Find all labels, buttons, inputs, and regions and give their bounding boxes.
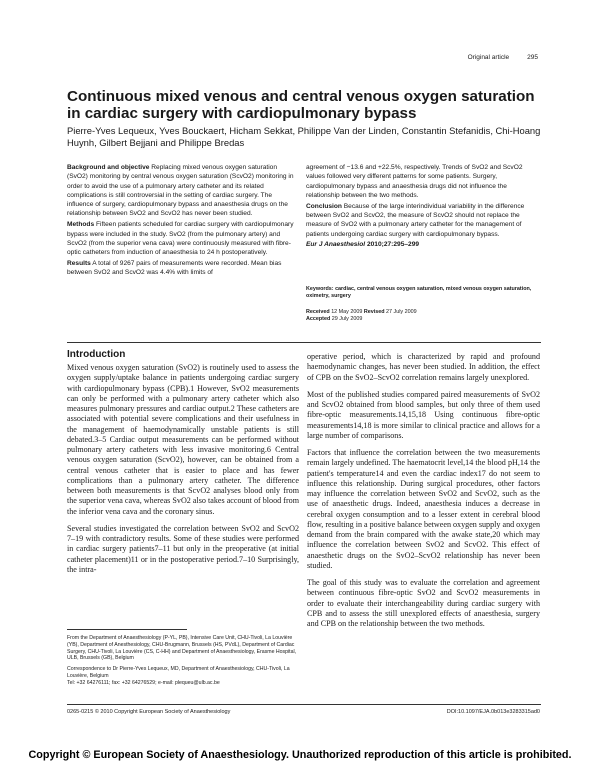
article-title: Continuous mixed venous and central venous oxygen saturation in cardiac surgery with cardiopulmonary bypass [67, 88, 535, 122]
background-label: Background and objective [67, 164, 150, 171]
abstract-left [67, 163, 297, 279]
correspondence-text: Correspondence to Dr Pierre-Yves Lequeux, MD, Department of Anaesthesiology, CHU-Tivoli, La Louvière, Belgium [67, 666, 290, 679]
accepted-label: Accepted [306, 316, 331, 323]
citation-journal: Eur J Anaesthesiol [306, 241, 366, 249]
methods-label: Methods [67, 221, 95, 229]
keywords-label: Keywords: [306, 286, 334, 292]
contact-text: Tel: +32 64276111; fax: +32 64276529; e-mail: plequeu@ulb.ac.be [67, 679, 220, 686]
revised-date: 27 July 2009 [386, 309, 417, 315]
keywords [306, 286, 540, 301]
intro-heading: Introduction [67, 349, 126, 360]
footnote-divider [67, 629, 187, 630]
intro-paragraph-3: operative period, which is characterized by rapid and profound haemodynamic changes, has never been studied. In addition, the effect of CPB on the SvO2–ScvO2 correlation remains largely unexplored. [307, 352, 540, 382]
revised-label: Revised [363, 309, 385, 315]
results-text: A total of 9267 pairs of measurements were recorded. Mean bias between SvO2 and ScvO2 was 4.4% with limits of [67, 259, 282, 277]
citation [306, 240, 540, 249]
body-left-column [67, 363, 299, 582]
abstract-results [67, 259, 297, 278]
footnote [67, 635, 299, 691]
intro-paragraph-1: Mixed venous oxygen saturation (SvO2) is routinely used to assess the oxygen supply/uptake balance in patients undergoing cardiac surgery with cardiopulmonary bypass (CPB).1 However, SvO2 measurements can only be performed with a pulmonary artery catheter which also measures pulmonary pressures and cardiac output.2 These catheters are associated with potential severe complications and their usefulness in the management of haemodynamically unstable patients is still debated.3–5 Cardiac output measurements can be performed without pulmonary artery catheters with less invasive monitoring.6 Central venous oxygen saturation (ScvO2), however, can be obtained from a central venous catheter that is easier to place and has fewer complications than a pulmonary artery catheter. The difference between both measurements is that ScvO2 analyses blood only from the superior vena cava, whereas SvO2 also takes account of blood from the inferior vena cava and the coronary sinus. [67, 363, 299, 516]
abstract-background [67, 163, 297, 219]
running-header [468, 54, 538, 61]
citation-ref: 2010;27:295–299 [366, 241, 420, 249]
conclusion-label: Conclusion [306, 202, 342, 210]
page-number: 295 [527, 54, 538, 61]
affiliation: From the Department of Anaesthesiology (P-YL, PB), Intensive Care Unit, CHU-Tivoli, La Louvière (YB), Department of Anesthesiology, CHU-Brugmann, Brussels (HS, PVdL), Department of Cardiac Surgery, CHU-Tivoli, La Louvière (CS, C-HH) and Department of Anaesthesiology, Erasme Hospital, ULB, Brussels (GB), Belgium [67, 635, 297, 662]
methods-text: Fifteen patients scheduled for cardiac surgery with cardiopulmonary bypass were included in the study. SvO2 (from the pulmonary artery) and ScvO2 (from the superior vena cava) were continuously measured with fibre-optic catheters from induction of anaesthesia to 24 h postoperatively. [67, 221, 294, 257]
conclusion-text: Because of the large interindividual variability in the difference between SvO2 and ScvO2, the measure of ScvO2 should not replace the measure of SvO2 with a pulmonary artery catheter for the management of patients undergoing cardiac surgery with cardiopulmonary bypass. [306, 202, 525, 238]
results-continued: agreement of −13.6 and +22.5%, respectively. Trends of SvO2 and ScvO2 values followed very different patterns for some patients. Surgery, cardiopulmonary bypass and anaesthesia drugs did not influence the relationship between the two methods. [306, 164, 523, 199]
body-right-column [307, 352, 540, 636]
author-list: Pierre-Yves Lequeux, Yves Bouckaert, Hicham Sekkat, Philippe Van der Linden, Constantin Stefanidis, Chi-Hoang Huynh, Gilbert Bejjani and Philippe Bredas [67, 125, 541, 149]
received-date: 12 May 2009 [331, 309, 363, 315]
doi: DOI:10.1097/EJA.0b013e3283315ad0 [446, 709, 540, 715]
intro-paragraph-4: Most of the published studies compared paired measurements of SvO2 and ScvO2 obtained from blood samples, but only three of them used fibre-optic measurements.14,15,18 Using continuous fibre-optic measurements14,18 is more similar to clinical practice and allows for a large number of comparisons. [307, 389, 540, 440]
abstract-methods [67, 220, 297, 257]
intro-paragraph-6: The goal of this study was to evaluate the correlation and agreement between continuous fibre-optic SvO2 and ScvO2 measurements in order to evaluate their interchangeability during cardiac surgery with CPB and to assess the still unexplored effects of anaesthesia, surgery and CPB on the relationship between the two methods. [307, 578, 540, 628]
copyright-notice: Copyright © European Society of Anaesthesiology. Unauthorized reproduction of this article is prohibited. [28, 749, 572, 761]
section-label: Original article [467, 54, 510, 61]
bottom-divider [67, 704, 541, 705]
abstract-conclusion [306, 202, 540, 239]
accepted-date: 29 July 2009 [331, 316, 363, 323]
correspondence [67, 666, 299, 686]
keywords-text: cardiac, central venous oxygen saturation, mixed venous oxygen saturation, oximetry, surgery [306, 286, 532, 300]
intro-paragraph-5: Factors that influence the correlation between the two measurements remain largely undefined. The haematocrit level,14 the blood pH,14 the patient's temperature14 and even the cardiac index17 do not seem to influence this relationship. During surgical procedures, other factors may influence the correlation between SvO2 and ScvO2, such as the use of anaesthetic drugs. Indeed, anaesthesia induces a decrease in cerebral oxygen consumption and to a lesser extent in cerebral blood flow, resulting in a positive balance between oxygen supply and oxygen demand from the brain compared with the awake state,20 which may influence the correlation between SvO2 and ScvO2. This effect of anaesthetic drugs on the SvO2–ScvO2 relationship has never been studied. [307, 448, 541, 570]
intro-paragraph-2: Several studies investigated the correlation between SvO2 and ScvO2 7–19 with contradictory results. Some of these studies were performed in cardiac surgery patients7–11 but only in the preoperative (at initial catheter placement)11 or in the postoperative period.7–10 Surprisingly, the intra- [67, 523, 299, 574]
background-text: Replacing mixed venous oxygen saturation (SvO2) monitoring by central venous oxygen saturation (ScvO2) monitoring in order to avoid the use of a pulmonary artery catheter and its related complications is still controversial in the setting of cardiac surgery. The influence of surgery, cardiopulmonary bypass and anaesthesia drugs on the relationship between SvO2 and ScvO2 has never been studied. [67, 164, 294, 218]
abstract-right [306, 163, 540, 251]
received-label: Received [306, 309, 330, 315]
article-dates [306, 309, 540, 324]
results-label: Results [67, 259, 91, 267]
issn-copyright: 0265-0215 © 2010 Copyright European Society of Anaesthesiology [67, 709, 231, 715]
abstract-divider [67, 342, 541, 343]
